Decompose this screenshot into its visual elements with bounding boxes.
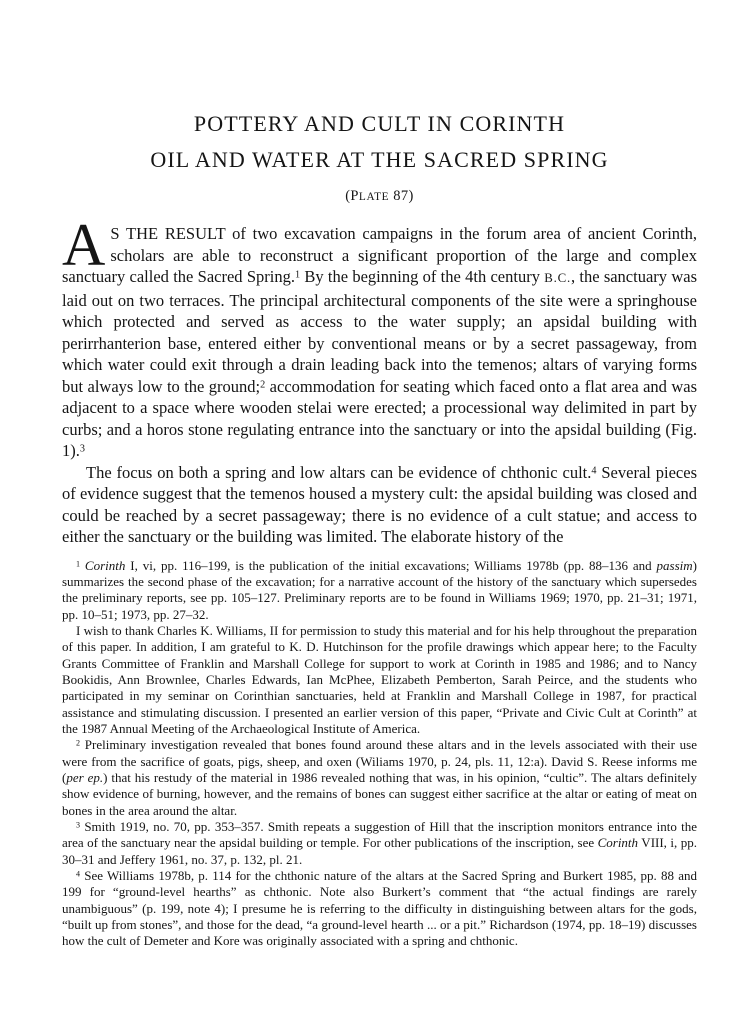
- article-title-line2: OIL AND WATER AT THE SACRED SPRING: [150, 147, 609, 172]
- footnote-1-acknowledgments: I wish to thank Charles K. Williams, II for permission to study this material and for his help throughout the preparation of this paper. In addition, I am grateful to K. D. Hutchinson for the profile drawings which appear here; to the Faculty Grants Committee of Franklin and Marshall College for support to work at Corinth in 1985 and 1986; and to Nancy Bookidis, Ann Brownlee, Charles Edwards, Ian McPhee, Elizabeth Pemberton, Sarah Peirce, and the students who participated in my seminar on Corinthian sanctuaries, held at Franklin and Marshall College in 1987, for practical assistance and stimulating discussion. I presented an earlier version of this paper, “Private and Civic Cult at Corinth” at the 1987 Annual Meeting of the Archaeological Institute of America.: [62, 622, 697, 736]
- footnote-2: $^2$ Preliminary investigation revealed that bones found around these altars and in the levels associated with their use were from the sacrifice of goats, pigs, sheep, and oxen (Wiliams 1970, p. 24, pls. 11, 12:a). David S. Reese informs me (per ep.) that his restudy of the material in 1986 revealed nothing that was, in his opinion, “cultic”. The altars definitely show evidence of burning, however, and the remains of bones can suggest either sacrifice at the altar or eating of meat on bones in the area around the altar.: [62, 737, 697, 818]
- article-title-block: [62, 106, 697, 205]
- drop-cap: A: [62, 212, 106, 278]
- article-body: [62, 212, 697, 548]
- article-title-line1: POTTERY AND CULT IN CORINTH: [193, 111, 566, 136]
- body-paragraph-1-text: S THE RESULT of two excavation campaigns in the forum area of ancient Corinth, scholars are able to reconstruct a significant proportion of the large and complex sanctuary called the Sacred Spring.$^1$ By the beginning of the 4th century B.C., the sanctuary was laid out on two terraces. The principal architectural components of the site were a springhouse which protected and served as access to the water supply; an apsidal building with perirrhanterion base, entered either by conventional means or by a secret passageway, from which water could exit through a drain leading back into the temenos; altars of varying forms but always low to the ground;$^2$ accommodation for seating which faced onto a flat area and was adjacent to a space where wooden stelai were erected; a processional way delimited in part by curbs; and a horos stone regulating entrance into the sanctuary or into the apsidal building (Fig. 1).$^3$: [62, 224, 697, 460]
- footnote-3: $^3$ Smith 1919, no. 70, pp. 353–357. Smith repeats a suggestion of Hill that the inscription monitors entrance into the area of the sanctuary near the apsidal building or temple. For other publications of the inscription, see Corinth VIII, i, pp. 30–31 and Jeffery 1961, no. 37, p. 132, pl. 21.: [62, 819, 697, 867]
- footnote-4: $^4$ See Williams 1978b, p. 114 for the chthonic nature of the altars at the Sacred Spring and Burkert 1985, pp. 88 and 199 for “ground-level hearths” as chthonic. Note also Burkert’s comment that “the actual findings are rarely unambiguous” (p. 199, note 4); I presume he is referring to the difficulty in distinguishing between altars for the gods, “built up from stones”, and those for the dead, “a ground-level hearth ... or a pit.” Richardson (1974, pp. 18–19) discusses how the cult of Demeter and Kore was originally associated with a spring and chthonic.: [62, 868, 697, 949]
- footnote-1: $^1$ Corinth I, vi, pp. 116–199, is the publication of the initial excavations; Williams 1978b (pp. 88–136 and passim) summarizes the second phase of the excavation; for a narrative account of the history of the sanctuary which supersedes the preliminary reports, see pp. 105–127. Preliminary reports are to be found in Williams 1969; 1970, pp. 21–31; 1971, pp. 10–51; 1973, pp. 27–32.: [62, 557, 698, 622]
- footnotes-section: [62, 558, 697, 950]
- plate-reference: (PLATE 87): [345, 188, 414, 204]
- body-paragraph-1: [62, 212, 697, 462]
- body-paragraph-2: The focus on both a spring and low altars can be evidence of chthonic cult.$^4$ Several pieces of evidence suggest that the temenos housed a mystery cult: the apsidal building was closed and could be reached by a secret passageway; there is no evidence of a cult statue; and access to either the sanctuary or the building was limited. The elaborate history of the: [62, 462, 697, 546]
